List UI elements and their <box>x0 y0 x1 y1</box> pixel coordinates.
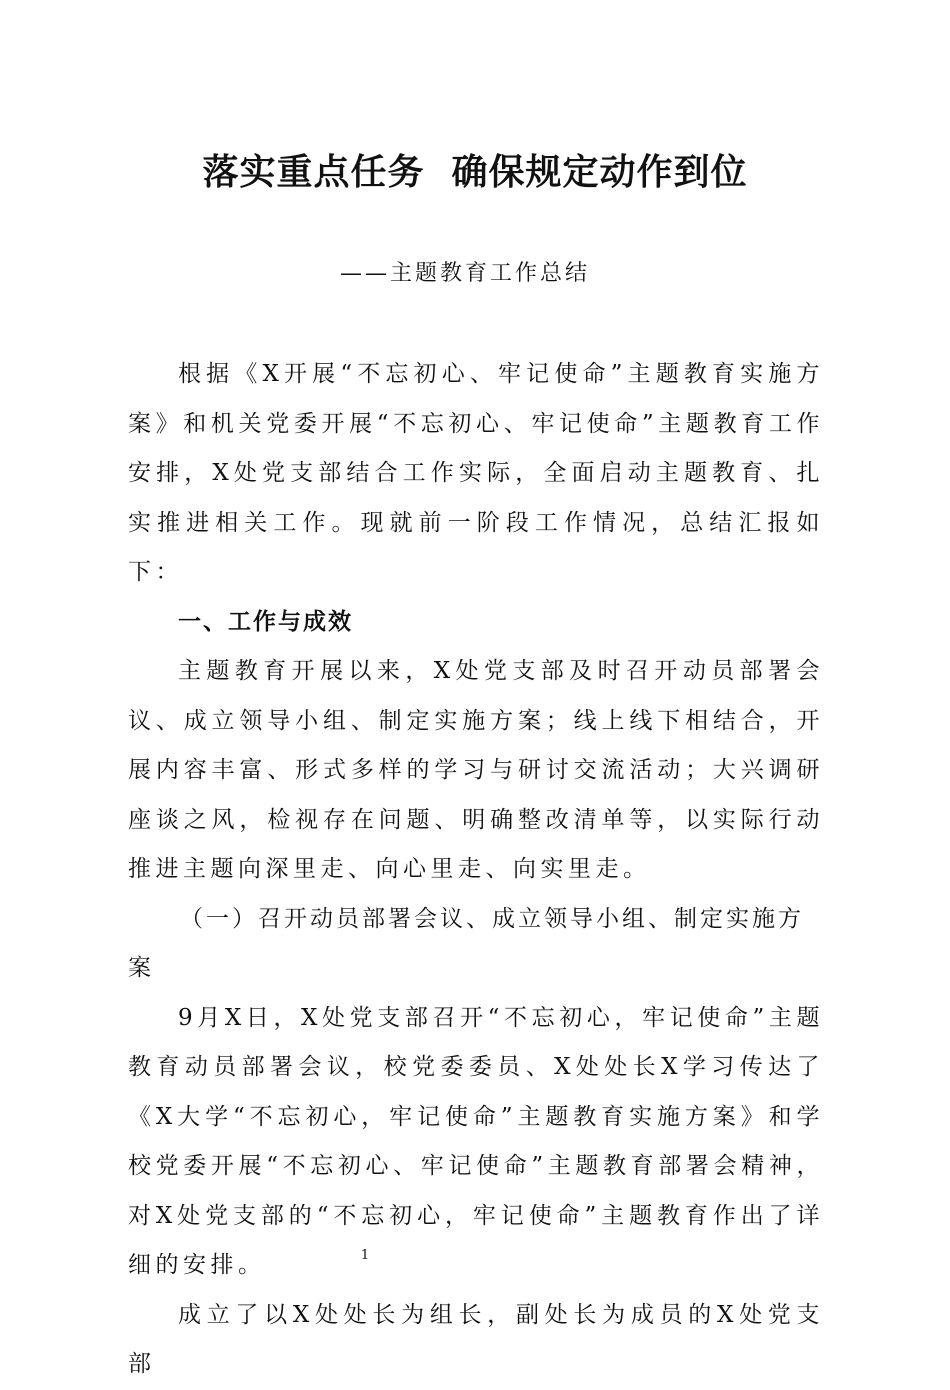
summary-paragraph: 主题教育开展以来，X处党支部及时召开动员部署会议、成立领导小组、制定实施方案；线上线下相结合，开展内容丰富、形式多样的学习与研讨交流活动；大兴调研座谈之风，检视存在问题、明确整改清单等，以实际行动推进主题向深里走、向心里走、向实里走。 <box>128 658 824 882</box>
meeting-paragraph: 9月X日，X处党支部召开“不忘初心，牢记使命”主题教育动员部署会议，校党委委员、X处处长X学习传达了《X大学“不忘初心，牢记使命”主题教育实施方案》和学校党委开展“不忘初心、牢记使命”主题教育部署会精神，对X处党支部的“不忘初心，牢记使命”主题教育作出了详细的安排。 <box>128 1004 824 1278</box>
leadership-paragraph: 成立了以X处处长为组长，副处长为成员的X处党支部 <box>128 1301 824 1377</box>
section-heading: 一、工作与成效 <box>178 608 353 635</box>
document-body <box>128 350 824 1390</box>
intro-paragraph: 根据《X开展“不忘初心、牢记使命”主题教育实施方案》和机关党委开展“不忘初心、牢记使命”主题教育工作安排，X处党支部结合工作实际，全面启动主题教育、扎实推进相关工作。现就前一阶段工作情况，总结汇报如下： <box>128 361 824 585</box>
page-number: 1 <box>360 1248 370 1263</box>
subsection-heading: （一）召开动员部署会议、成立领导小组、制定实施方案 <box>128 905 804 981</box>
document-subtitle: ——主题教育工作总结 <box>340 261 591 286</box>
document-title: 落实重点任务 确保规定动作到位 <box>202 151 748 193</box>
